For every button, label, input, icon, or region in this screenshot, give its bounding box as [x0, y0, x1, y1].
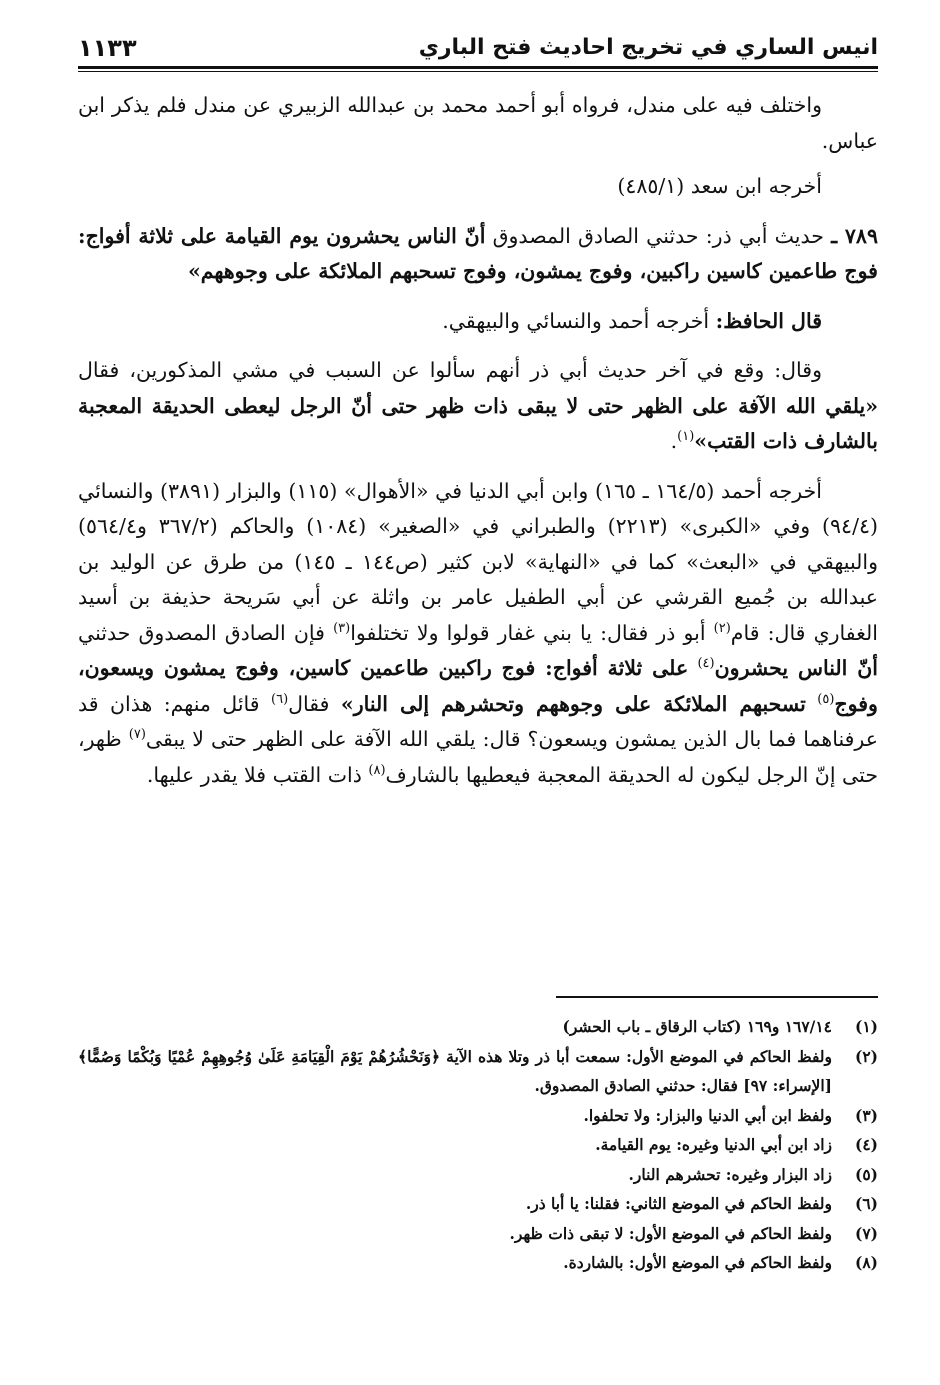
hafiz-text: أخرجه أحمد والنسائي والبيهقي. [442, 308, 710, 333]
qala-quote: «يلقي الله الآفة على الظهر حتى لا يبقى ذات ظهر حتى أنّ الرجل ليعطى الحديقة المعجبة بالشارف ذات القتب» [78, 393, 879, 453]
footnote-text: ولفظ الحاكم في الموضع الأول: بالشاردة. [563, 1253, 832, 1272]
main-text [78, 88, 878, 793]
footnote [78, 1189, 878, 1219]
footnote-text: زاد ابن أبي الدنيا وغيره: يوم القيامة. [595, 1135, 832, 1154]
running-header [78, 28, 878, 62]
footnote-number: (٦) [854, 1194, 878, 1213]
footnote-text: ولفظ الحاكم في الموضع الثاني: فقلنا: يا أبا ذر. [525, 1194, 832, 1213]
hadith-bold-segment: على ثلاثة أفواج: فوج راكبين طاعمين كاسين، وفوج يمشون ويسعون، وفوج [78, 656, 878, 716]
footnote-text: ولفظ الحاكم في الموضع الأول: لا تبقى ذات ظهر. [509, 1223, 832, 1243]
takhrij-segment: فإن الصادق المصدوق حدثني [78, 620, 325, 645]
footnote [78, 1042, 878, 1101]
takhrij-segment: ذات القتب فلا يقدر عليها. [146, 762, 362, 787]
footnote-number: (٢) [854, 1046, 878, 1066]
hadith-bold-segment: تسحبهم الملائكة على وجوههم وتحشرهم إلى النار» [340, 691, 806, 716]
qala-end: . [670, 429, 678, 453]
footnote [78, 1219, 878, 1249]
footnote-number: (١) [854, 1017, 878, 1036]
hadith-number: ٧٨٩ ـ [831, 223, 878, 248]
footnote-number: (٧) [854, 1223, 878, 1243]
footnote-ref-8[interactable]: (٨) [368, 762, 386, 778]
footnote-ref-1[interactable]: (١) [677, 429, 695, 445]
footnote-text: ولفظ ابن أبي الدنيا والبزار: ولا تحلفوا. [583, 1105, 832, 1125]
takhrij-segment: قائل منهم: هذان قد عرفناهما فما بال الذين يمشون ويسعون؟ قال: يلقي الله الآفة على الظهر حتى لا يبقى [78, 691, 878, 751]
header-rule-thin [78, 71, 878, 72]
footnote [78, 1130, 878, 1160]
footnotes [78, 1012, 878, 1278]
footnote-ref-3[interactable]: (٣) [333, 620, 351, 636]
takhrij-segment: أخرجه أحمد (١٦٤/٥ ـ ١٦٥) وابن أبي الدنيا في «الأهوال» (١١٥) والبزار (٣٨٩١) والنسائي (٩٤/٤) وفي «الكبرى» (٢٢١٣) والطبراني في «الصغير» (١٠٨٤) والحاكم (٣٦٧/٢ و٥٦٤/٤) والبيهقي في «البعث» كما في «النهاية» لابن كثير (ص١٤٤ ـ ١٤٥) من طرق عن الوليد بن عبدالله بن جُميع القرشي عن أبي الطفيل عامر بن واثلة عن أبي سَريحة حذيفة بن أسيد الغفاري قال: قام [78, 478, 878, 645]
hafiz-label: قال الحافظ: [715, 308, 822, 333]
footnote-number: (٤) [854, 1135, 878, 1154]
footnote [78, 1012, 878, 1042]
takhrij-segment: ظهر، حتى إنّ الرجل ليكون له الحديقة المعجبة فيعطيها بالشارف [78, 727, 878, 787]
footnote-number: (٥) [854, 1164, 878, 1184]
header-rule [78, 66, 878, 69]
takhrij-segment: أبو ذر فقال: يا بني غفار قولوا ولا تختلفوا [350, 620, 706, 645]
page-number: ١١٣٣ [78, 34, 137, 62]
footnote-ref-2[interactable]: (٢) [713, 620, 731, 636]
footnote [78, 1101, 878, 1131]
takhrij-paragraph [78, 474, 878, 794]
footnote-ref-7[interactable]: (٧) [128, 727, 146, 743]
intro-paragraph: واختلف فيه على مندل، فرواه أبو أحمد محمد بن عبدالله الزبيري عن مندل فلم يذكر ابن عباس. [78, 93, 878, 153]
hadith-intro: حديث أبي ذر: حدثني الصادق المصدوق [492, 223, 824, 248]
takhrij-segment: فقال [288, 691, 330, 716]
footnote-ref-6[interactable]: (٦) [271, 691, 289, 707]
footnote-ref-4[interactable]: (٤) [697, 656, 715, 672]
footnote-ref-5[interactable]: (٥) [817, 691, 835, 707]
footnote [78, 1248, 878, 1278]
hadith-bold-segment: أنّ الناس يحشرون [714, 656, 878, 680]
hadith-text: أنّ الناس يحشرون يوم القيامة على ثلاثة أفواج: فوج طاعمين كاسين راكبين، وفوج يمشون، وفوج تسحبهم الملائكة على وجوههم» [78, 223, 878, 283]
qala-intro: وقال: وقع في آخر حديث أبي ذر أنهم سألوا عن السبب في مشي المذكورين، فقال [78, 358, 822, 382]
takhrij-ibn-saad: أخرجه ابن سعد (٤٨٥/١) [617, 174, 822, 198]
footnote-text: ١٦٧/١٤ و١٦٩ (كتاب الرقاق ـ باب الحشر) [562, 1017, 832, 1036]
footnote [78, 1160, 878, 1190]
footnote-text: ولفظ الحاكم في الموضع الأول: سمعت أبا ذر وتلا هذه الآية ﴿وَنَحْشُرُهُمْ يَوْمَ الْقِيَامَةِ عَلَىٰ وُجُوهِهِمْ عُمْيًا وَبُكْمًا وَصُمًّا﴾ [الإسراء: ٩٧] فقال: حدثني الصادق المصدوق. [78, 1046, 832, 1095]
footnote-number: (٨) [854, 1253, 878, 1272]
qala-paragraph [78, 353, 878, 460]
hadith-789 [78, 219, 878, 290]
footnote-separator [556, 996, 878, 998]
running-header-title: انيس الساري في تخريج احاديث فتح الباري [418, 35, 878, 60]
footnote-text: زاد البزار وغيره: تحشرهم النار. [628, 1164, 832, 1184]
hafiz-paragraph [78, 304, 878, 340]
footnote-number: (٣) [854, 1105, 878, 1125]
